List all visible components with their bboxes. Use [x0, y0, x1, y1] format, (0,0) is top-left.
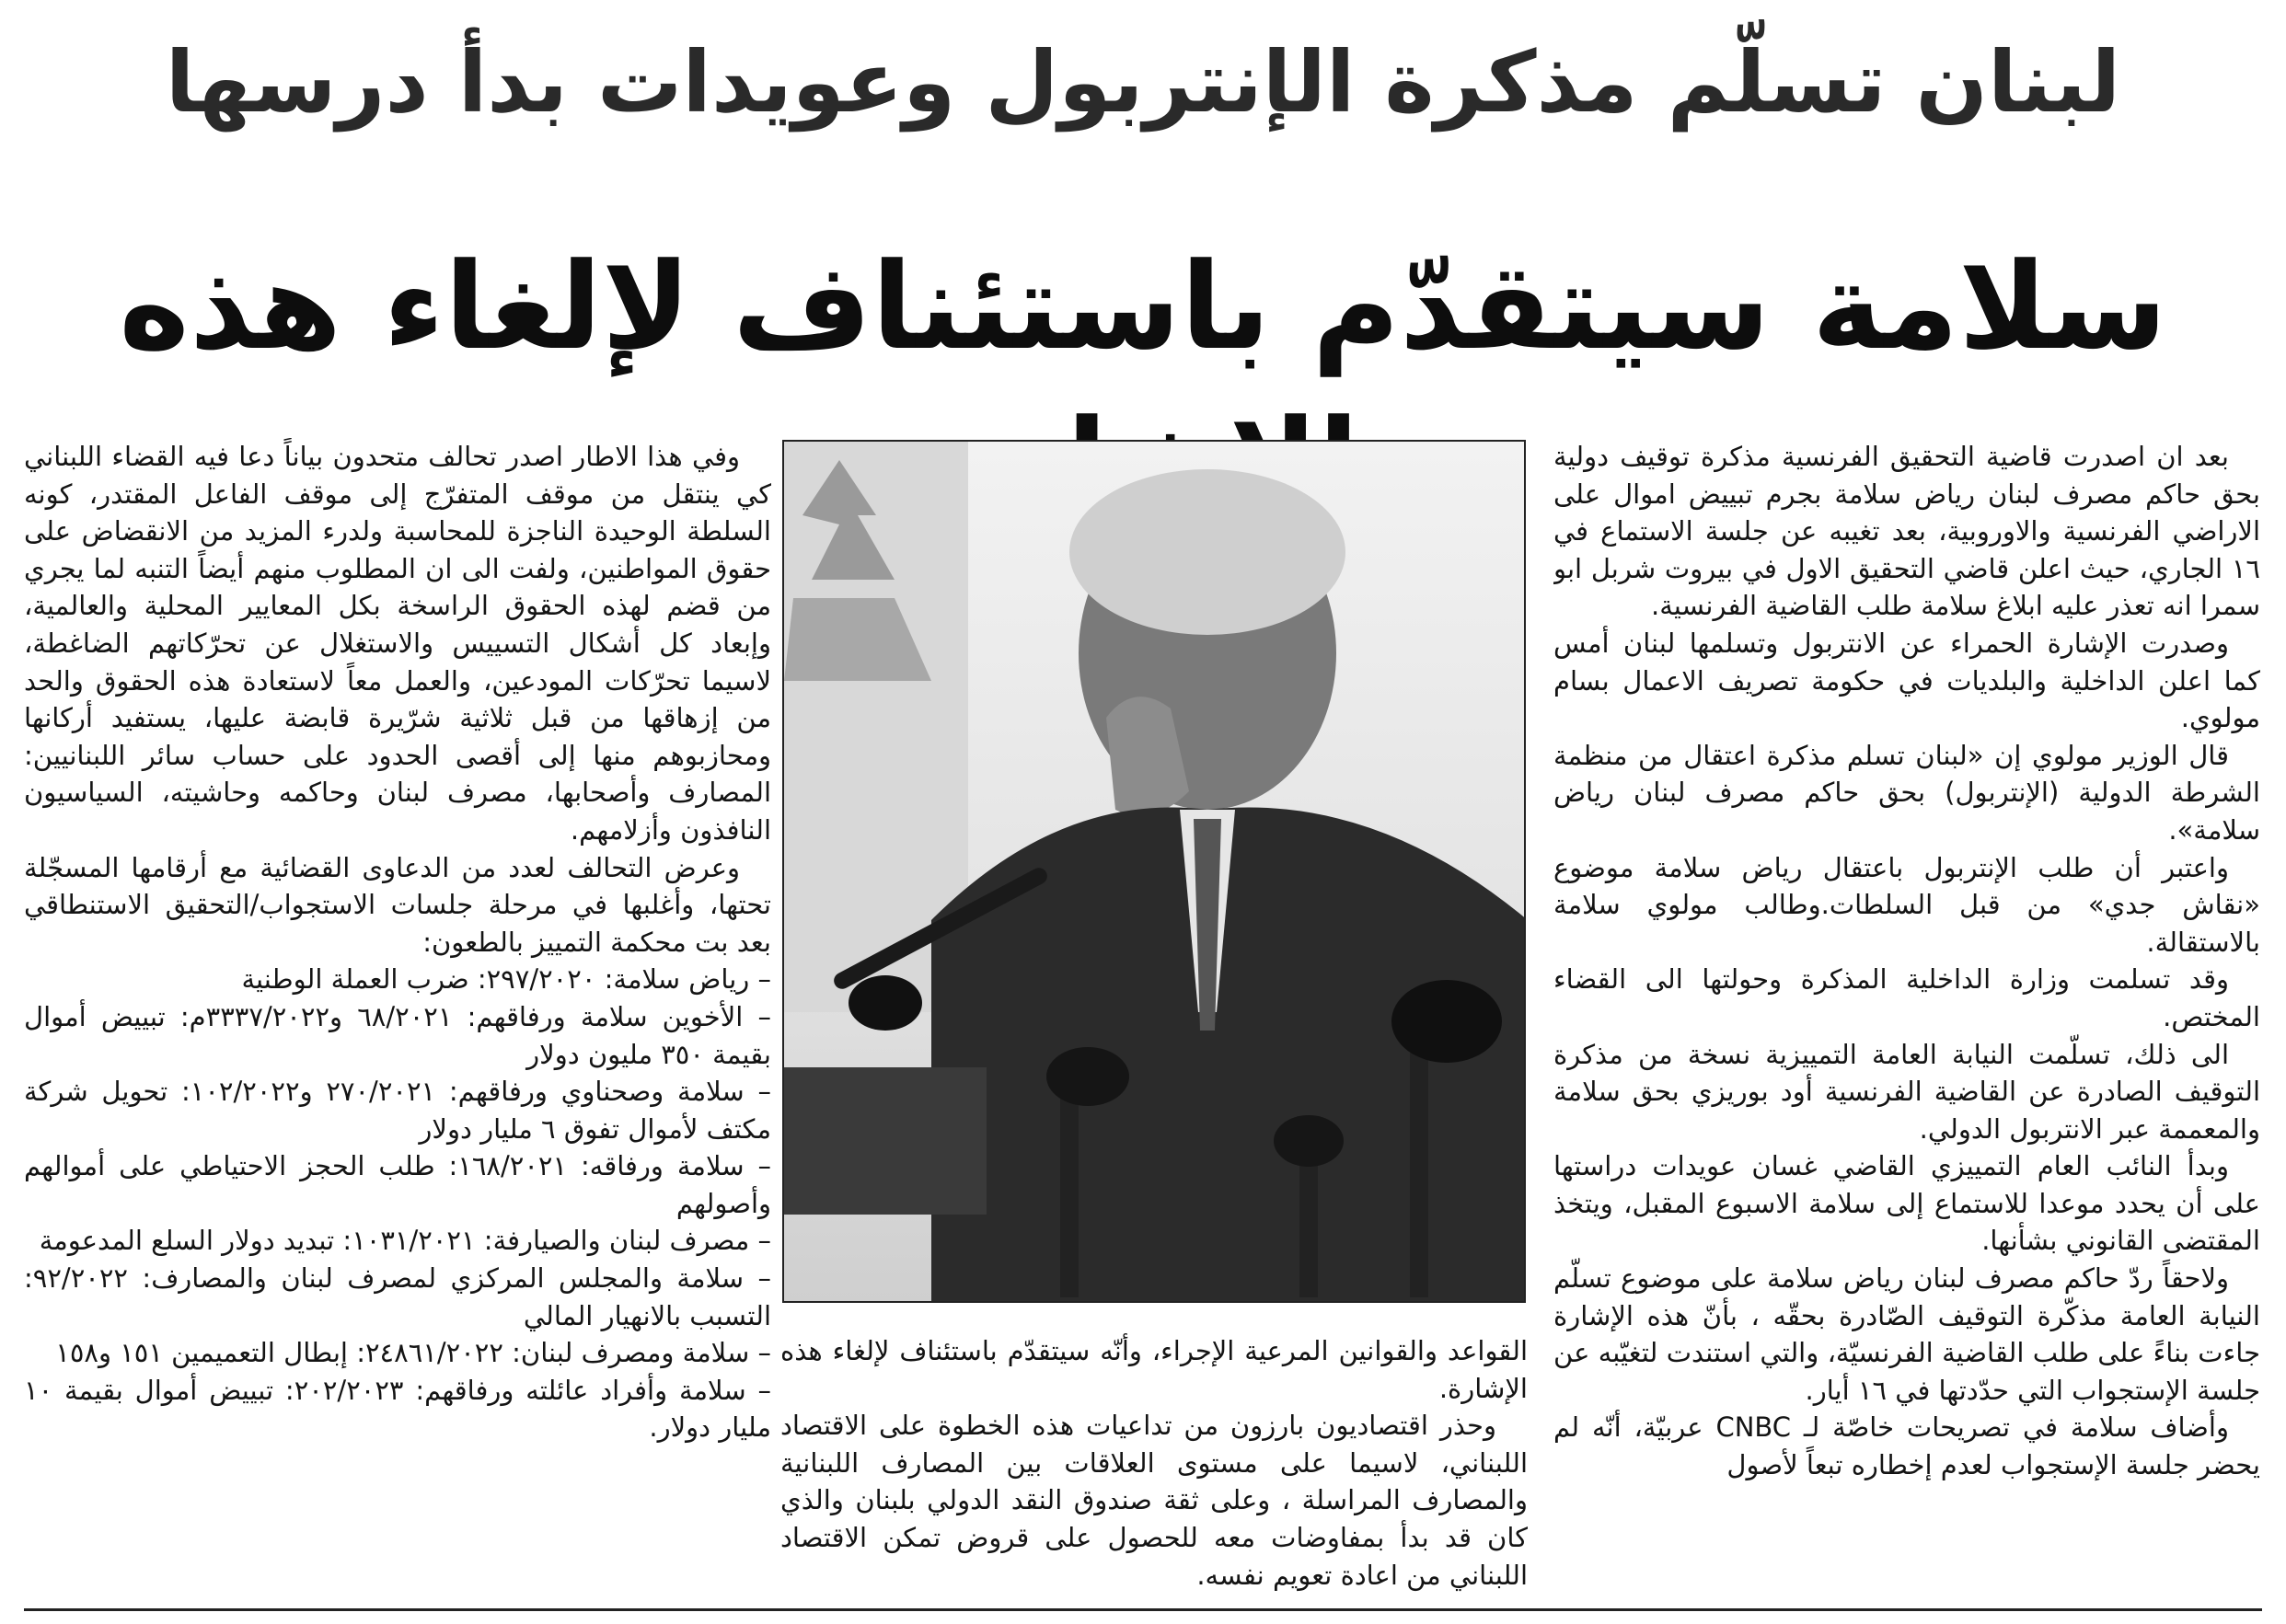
article-column-right	[1553, 438, 2260, 1599]
hair-shape	[1069, 469, 1345, 635]
bottom-divider	[24, 1608, 2262, 1611]
microphone-head	[1274, 1115, 1344, 1167]
microphone-pole	[1060, 1077, 1079, 1297]
paragraph: ولاحقاً ردّ حاكم مصرف لبنان رياض سلامة على موضوع تسلّم النيابة العامة مذكّرة التوقيف الصّادرة بحقّه ، بأنّ هذه الإشارة جاءت بناءً على طلب القاضية الفرنسيّة، والتي استندت لتغيّبه عن جلسة الإستجواب التي حدّدتها في ١٦ أيار.	[1553, 1262, 2260, 1406]
article-column-left	[24, 438, 771, 1599]
paragraph: وعرض التحالف لعدد من الدعاوى القضائية مع أرقامها المسجّلة تحتها، وأغلبها في مرحلة جلسات الاستجواب/التحقيق الاستنطاقي بعد بت محكمة التمييز بالطعون:	[24, 851, 771, 958]
lawsuit-item: – سلامة وأفراد عائلته ورفاقهم: ٢٠٢/٢٠٢٣: تبييض أموال بقيمة ١٠ مليار دولار.	[24, 1374, 771, 1444]
paragraph: قال الوزير مولوي إن «لبنان تسلم مذكرة اعتقال من منظمة الشرطة الدولية (الإنتربول) بحق حاكم مصرف لبنان رياض سلامة».	[1553, 739, 2260, 846]
lawsuit-item: – سلامة ورفاقه: ١٦٨/٢٠٢١: طلب الحجز الاحتياطي على أموالهم وأصولهم	[24, 1150, 771, 1219]
news-photo	[782, 440, 1526, 1303]
photo-illustration	[784, 442, 1526, 1303]
microphone-head	[1046, 1047, 1129, 1106]
lawsuit-item: – سلامة والمجلس المركزي لمصرف لبنان والمصارف: ٩٢/٢٠٢٢: التسبب بالانهيار المالي	[24, 1262, 771, 1331]
paragraph: وأضاف سلامة في تصريحات خاصّة لـ CNBC عربيّة، أنّه لم يحضر جلسة الإستجواب لعدم إخطاره تبعاً لأصول	[1553, 1411, 2260, 1481]
lawsuit-item: – سلامة ومصرف لبنان: ٢٤٨٦١/٢٠٢٢: إبطال التعميمين ١٥١ و١٥٨	[55, 1337, 771, 1369]
lawsuit-item: – مصرف لبنان والصيارفة: ١٠٣١/٢٠٢١: تبديد دولار السلع المدعومة	[39, 1225, 771, 1257]
paragraph: وبدأ النائب العام التمييزي القاضي غسان عويدات دراستها على أن يحدد موعدا للاستماع إلى سلامة الاسبوع المقبل، ويتخذ المقتضى القانوني بشأنها.	[1553, 1150, 2260, 1257]
headline-kicker: لبنان تسلّم مذكرة الإنتربول وعويدات بدأ درسها	[165, 33, 2121, 132]
microphone-head	[1391, 980, 1502, 1063]
paragraph: وصدرت الإشارة الحمراء عن الانتربول وتسلمها لبنان أمس كما اعلن الداخلية والبلديات في حكومة تصريف الاعمال بسام مولوي.	[1553, 627, 2260, 734]
paragraph: القواعد والقوانين المرعية الإجراء، وأنّه سيتقدّم باستئناف لإلغاء هذه الإشارة.	[780, 1335, 1528, 1404]
paragraph: وقد تسلمت وزارة الداخلية المذكرة وحولتها الى القضاء المختص.	[1553, 963, 2260, 1032]
lawsuit-item: – رياض سلامة: ٢٩٧/٢٠٢٠: ضرب العملة الوطنية	[241, 963, 771, 996]
paragraph: وفي هذا الاطار اصدر تحالف متحدون بياناً دعا فيه القضاء اللبناني كي ينتقل من موقف المتفرّج إلى موقف الفاعل المقتدر، كونه السلطة الوحيدة الناجزة للمحاسبة ولدرء المزيد من الانقضاض على حقوق المواطنين، ولفت الى ان المطلوب منهم أيضاً التنبه لما يجري من قضم لهذه الحقوق الراسخة بكل المعايير المحلية والعالمية، وإبعاد كل أشكال التسييس والاستغلال عن تحرّكاتهم الضاغطة، لاسيما تحرّكات المودعين، والعمل معاً لاستعادة هذه الحقوق والحد من إزهاقها من قبل ثلاثية شرّيرة قابضة عليها، يستفيد أركانها ومحازبوهم منها إلى أقصى الحدود على حساب سائر اللبنانيين: المصارف وأصحابها، مصرف لبنان وحاكمه وحاشيته، السياسيون النافذون وأزلامهم.	[24, 441, 771, 846]
article-column-middle	[780, 1332, 1528, 1599]
paragraph: وحذر اقتصاديون بارزون من تداعيات هذه الخطوة على الاقتصاد اللبناني، لاسيما على مستوى العلاقات بين المصارف اللبنانية والمصارف المراسلة ، وعلى ثقة صندوق النقد الدولي بلبنان والذي كان قد بدأ بمفاوضات معه للحصول على قروض تمكن الاقتصاد اللبناني من اعادة تعويم نفسه.	[780, 1410, 1528, 1591]
paragraph: الى ذلك، تسلّمت النيابة العامة التمييزية نسخة من مذكرة التوقيف الصادرة عن القاضية الفرنسية أود بوريزي بحق سلامة والمعممة عبر الانتربول الدولي.	[1553, 1038, 2260, 1145]
lawsuit-item: – الأخوين سلامة ورفاقهم: ٦٨/٢٠٢١ و٣٣٣٧/٢٠٢٢م: تبييض أموال بقيمة ٣٥٠ مليون دولار	[24, 1000, 771, 1070]
paragraph: بعد ان اصدرت قاضية التحقيق الفرنسية مذكرة توقيف دولية بحق حاكم مصرف لبنان رياض سلامة بجرم تبييض اموال على الاراضي الفرنسية والاوروبية، بعد تغيبه عن جلسة الاستماع في ١٦ الجاري، حيث اعلن قاضي التحقيق الاول في بيروت شربل ابو سمرا انه تعذر عليه ابلاغ سلامة طلب القاضية الفرنسية.	[1553, 441, 2260, 622]
microphone-head	[849, 975, 922, 1031]
headline-main: سلامة سيتقدّم باستئناف لإلغاء هذه	[119, 236, 2167, 376]
microphone-stand	[784, 1067, 987, 1215]
paragraph: واعتبر أن طلب الإنتربول باعتقال رياض سلامة موضوع «نقاش جدي» من قبل السلطات.وطالب مولوي سلامة بالاستقالة.	[1553, 851, 2260, 958]
lawsuit-item: – سلامة وصحناوي ورفاقهم: ٢٧٠/٢٠٢١ و١٠٢/٢٠٢٢: تحويل شركة مكتف لأموال تفوق ٦ مليار دولار	[24, 1076, 771, 1145]
